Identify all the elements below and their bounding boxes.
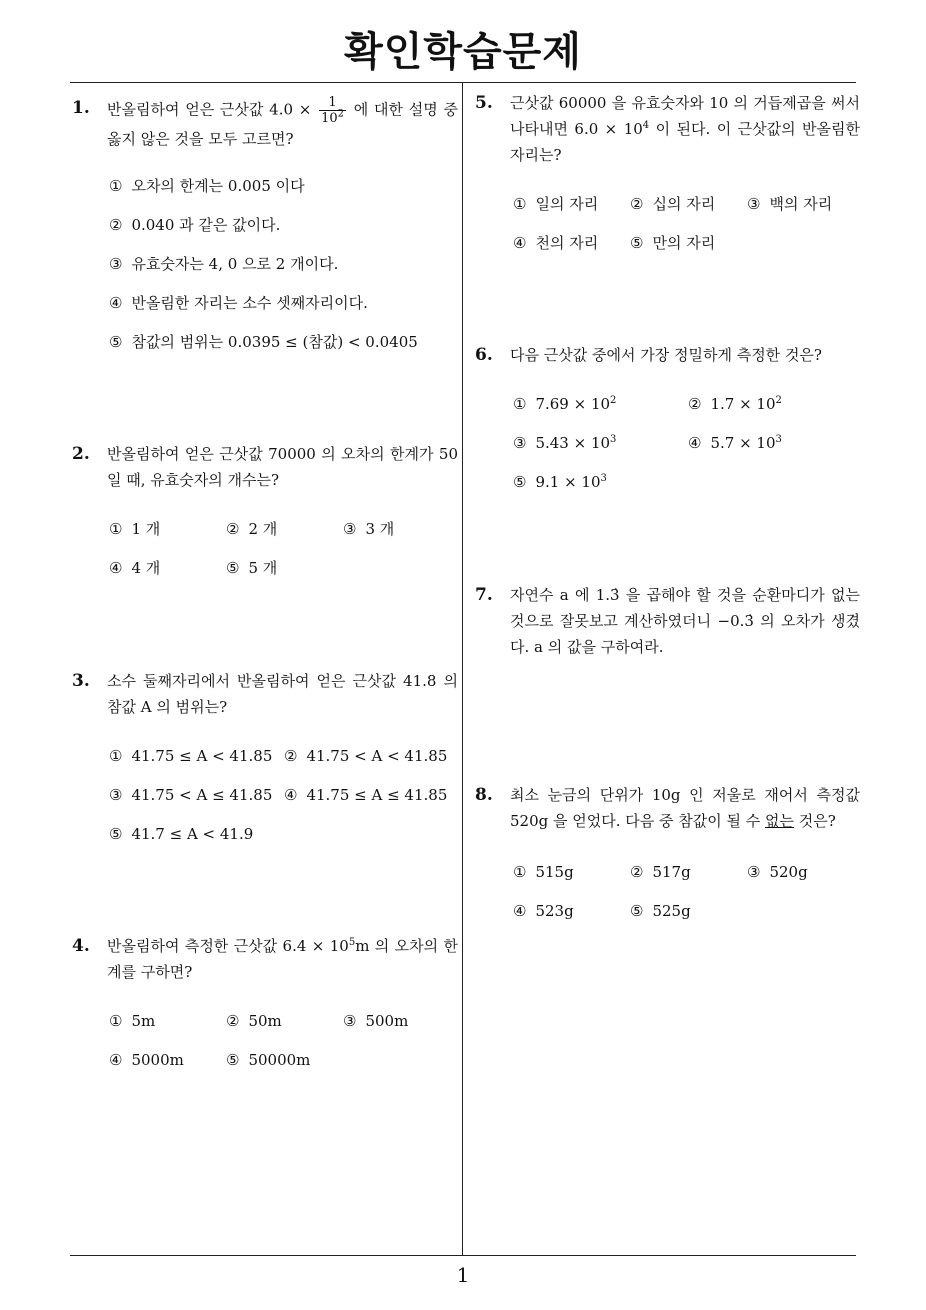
option-3[interactable]: ③ 520g [747, 863, 808, 881]
question-text: 반올림하여 얻은 근삿값 4.0 × $\frac{1}{10^2}$ 에 대한 설명 중 옳지 않은 것을 모두 고르면? [107, 95, 458, 148]
option-1[interactable]: ① 오차의 한계는 0.005 이다 [109, 177, 305, 195]
question-3 [72, 668, 458, 720]
question-number: 1. [72, 98, 90, 118]
question-text: 소수 둘째자리에서 반올림하여 얻은 근삿값 41.8 의 참값 A 의 범위는? [107, 672, 458, 716]
option-5[interactable]: ⑤ 5 개 [226, 559, 278, 577]
option-4[interactable]: ④ 반올림한 자리는 소수 셋째자리이다. [109, 294, 368, 312]
option-5[interactable]: ⑤ 525g [630, 902, 691, 920]
header-rule [70, 82, 856, 83]
question-text: 근삿값 60000 을 유효숫자와 10 의 거듭제곱을 써서 나타내면 $6.0 \times 10^4$ 이 된다. 이 근삿값의 반올림한 자리는? [510, 94, 860, 164]
question-text: 반올림하여 얻은 근삿값 70000 의 오차의 한계가 50 일 때, 유효숫자의 개수는? [107, 445, 458, 489]
option-3[interactable]: ③ $5.43 \times 10^3$ [513, 434, 617, 452]
question-text: 반올림하여 측정한 근삿값 $6.4 \times 10^5m$ 의 오차의 한계를 구하면? [107, 937, 458, 981]
question-7 [475, 582, 860, 660]
question-text: 다음 근삿값 중에서 가장 정밀하게 측정한 것은? [510, 346, 822, 364]
option-5[interactable]: ⑤ 50000m [226, 1051, 311, 1069]
question-number: 7. [475, 585, 493, 605]
option-1[interactable]: ① 1 개 [109, 520, 161, 538]
question-number: 6. [475, 345, 493, 365]
option-5[interactable]: ⑤ 참값의 범위는 0.0395 ≤ (참값) < 0.0405 [109, 333, 418, 351]
option-4[interactable]: ④ 5000m [109, 1051, 184, 1069]
option-2[interactable]: ② 십의 자리 [630, 195, 716, 213]
page-number: 1 [456, 1263, 470, 1287]
option-2[interactable]: ② $1.7 \times 10^2$ [688, 395, 782, 413]
option-5[interactable]: ⑤ $9.1 \times 10^3$ [513, 473, 607, 491]
question-8 [475, 782, 860, 834]
option-1[interactable]: ① 515g [513, 863, 574, 881]
question-number: 3. [72, 671, 90, 691]
question-4 [72, 933, 458, 985]
option-1[interactable]: ① 5m [109, 1012, 156, 1030]
question-number: 5. [475, 93, 493, 113]
option-4[interactable]: ④ 523g [513, 902, 574, 920]
option-4[interactable]: ④ 천의 자리 [513, 234, 599, 252]
option-2[interactable]: ② 517g [630, 863, 691, 881]
option-1[interactable]: ① $7.69 \times 10^2$ [513, 395, 617, 413]
option-1[interactable]: ① 일의 자리 [513, 195, 599, 213]
option-2[interactable]: ② 2 개 [226, 520, 278, 538]
question-5 [475, 90, 860, 168]
option-3[interactable]: ③ 백의 자리 [747, 195, 833, 213]
question-text: 자연수 a 에 1.3̇ 을 곱해야 할 것을 순환마디가 없는 것으로 잘못보고 계산하였더니 −0.3̇ 의 오차가 생겼다. a 의 값을 구하여라. [510, 586, 860, 656]
option-4[interactable]: ④ 41.75 ≤ A ≤ 41.85 [284, 786, 448, 804]
question-6 [475, 342, 860, 368]
question-text: 최소 눈금의 단위가 10g 인 저울로 재어서 측정값 520g 을 얻었다. 다음 중 참값이 될 수 없는 것은? [510, 786, 860, 830]
page-title: 확인학습문제 [344, 29, 582, 75]
fraction: $\frac{1}{10^2}$ [321, 95, 345, 126]
question-number: 8. [475, 785, 493, 805]
option-2[interactable]: ② 41.75 < A < 41.85 [284, 747, 448, 765]
question-2 [72, 441, 458, 493]
option-4[interactable]: ④ $5.7 \times 10^3$ [688, 434, 782, 452]
option-3[interactable]: ③ 3 개 [343, 520, 395, 538]
option-3[interactable]: ③ 41.75 < A ≤ 41.85 [109, 786, 273, 804]
option-4[interactable]: ④ 4 개 [109, 559, 161, 577]
footer-rule [70, 1255, 856, 1256]
option-3[interactable]: ③ 500m [343, 1012, 409, 1030]
question-number: 4. [72, 936, 90, 956]
question-number: 2. [72, 444, 90, 464]
option-1[interactable]: ① 41.75 ≤ A < 41.85 [109, 747, 273, 765]
option-2[interactable]: ② 50m [226, 1012, 282, 1030]
option-3[interactable]: ③ 유효숫자는 4, 0 으로 2 개이다. [109, 255, 339, 273]
question-1 [72, 95, 458, 152]
underlined-word: 없는 [765, 812, 795, 830]
column-divider [462, 82, 463, 1255]
option-5[interactable]: ⑤ 41.7 ≤ A < 41.9 [109, 825, 254, 843]
option-5[interactable]: ⑤ 만의 자리 [630, 234, 716, 252]
option-2[interactable]: ② 0.040 과 같은 값이다. [109, 216, 281, 234]
